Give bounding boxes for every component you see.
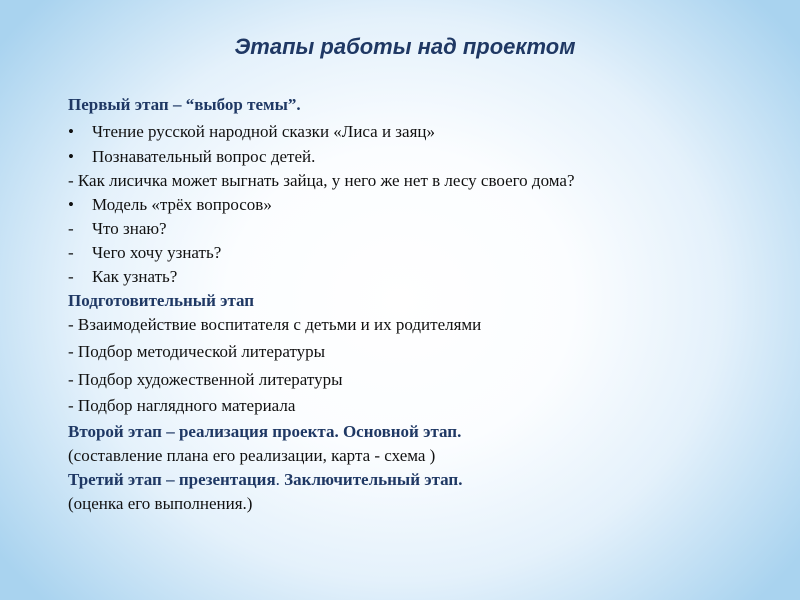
list-item-text: Как узнать? (92, 267, 178, 286)
bullet-marker: • (68, 147, 74, 166)
list-item-text: Модель «трёх вопросов» (92, 195, 272, 214)
stage3-heading-separator: . (275, 470, 285, 489)
stage3-heading-part2: Заключительный этап. (284, 470, 463, 489)
list-item (68, 122, 435, 142)
stage1-heading: Первый этап – “выбор темы”. (68, 95, 301, 114)
bullet-marker: • (68, 122, 74, 141)
list-item (68, 171, 575, 191)
dash-marker: - (68, 243, 74, 262)
list-item-text: Чего хочу узнать? (92, 243, 222, 262)
list-item: - Подбор художественной литературы (68, 370, 343, 389)
slide-title: Этапы работы над проектом (234, 34, 576, 59)
list-item-text: Что знаю? (92, 219, 167, 238)
stage2-heading: Второй этап – реализация проекта. Основной этап. (68, 422, 462, 441)
stage3-heading (68, 470, 462, 490)
list-item (68, 147, 315, 167)
bullet-marker: • (68, 195, 74, 214)
stage-prep-heading: Подготовительный этап (68, 291, 255, 310)
list-item: - Взаимодействие воспитателя с детьми и их родителями (68, 315, 482, 334)
list-item-text: - Как лисичка может выгнать зайца, у него же нет в лесу своего дома? (68, 171, 575, 190)
list-item: - Подбор методической литературы (68, 342, 326, 361)
list-item (68, 243, 221, 263)
list-item-text: Познавательный вопрос детей. (92, 147, 316, 166)
dash-marker: - (68, 267, 74, 286)
list-item (68, 267, 177, 287)
stage2-note: (составление плана его реализации, карта - схема ) (68, 446, 436, 465)
stage3-heading-part1: Третий этап – презентация (68, 470, 276, 489)
dash-marker: - (68, 219, 74, 238)
list-item: - Подбор наглядного материала (68, 396, 296, 415)
stage3-note: (оценка его выполнения.) (68, 494, 253, 513)
list-item-text: Чтение русской народной сказки «Лиса и заяц» (92, 122, 435, 141)
list-item (68, 195, 272, 215)
list-item (68, 219, 167, 239)
